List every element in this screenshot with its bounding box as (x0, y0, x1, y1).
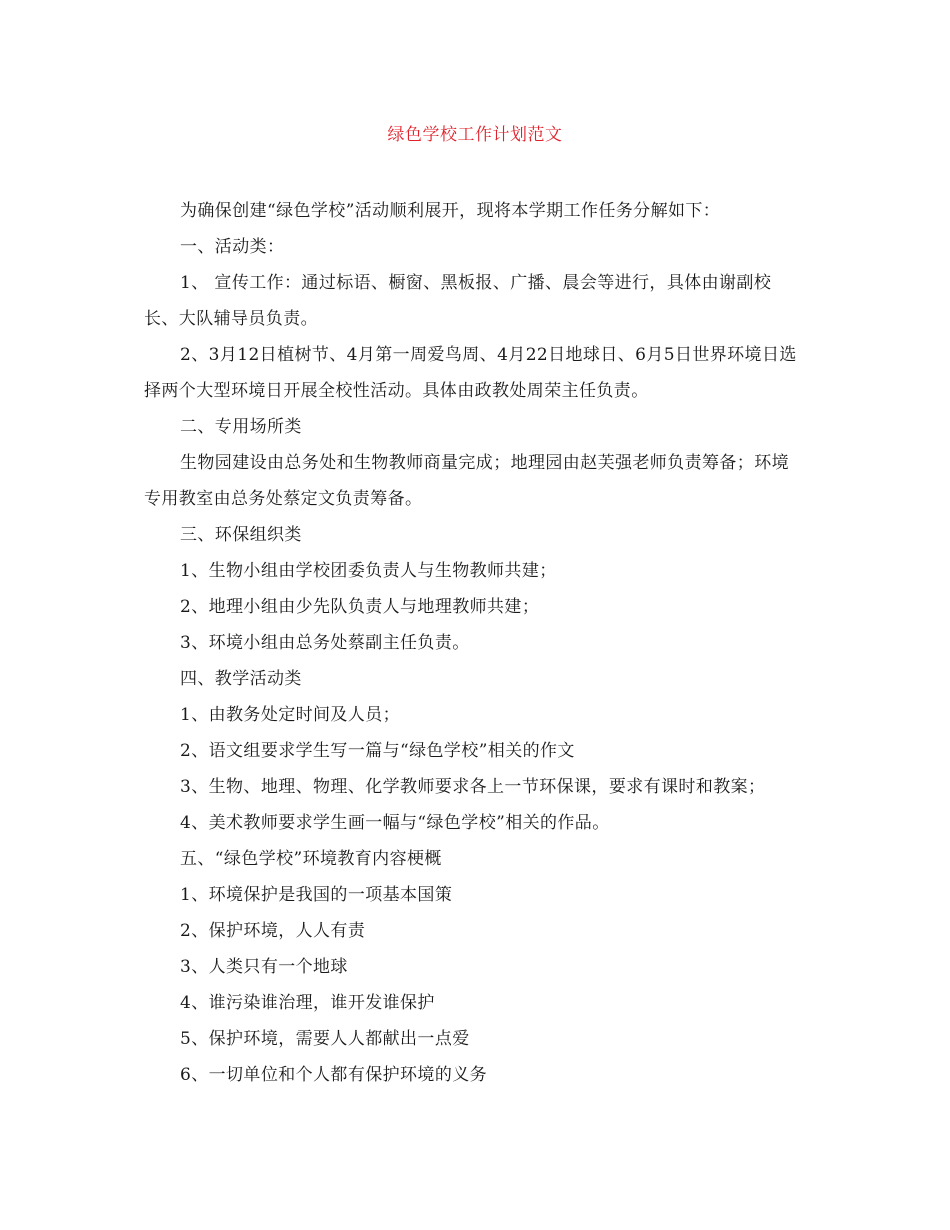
body-paragraph: 生物园建设由总务处和生物教师商量完成；地理园由赵芙强老师负责筹备；环境专用教室由总务处蔡定文负责筹备。 (144, 453, 789, 509)
section-heading-venues: 二、专用场所类 (180, 417, 302, 437)
list-item: 2、语文组要求学生写一篇与“绿色学校”相关的作文 (180, 741, 575, 761)
list-item: 1、由教务处定时间及人员； (180, 705, 401, 725)
section-heading-teaching: 四、教学活动类 (180, 669, 302, 689)
list-item: 1、环境保护是我国的一项基本国策 (180, 885, 453, 905)
intro-paragraph: 为确保创建“绿色学校”活动顺利展开，现将本学期工作任务分解如下： (180, 201, 721, 221)
list-item: 5、保护环境，需要人人都献出一点爱 (180, 1029, 470, 1049)
list-item: 1、生物小组由学校团委负责人与生物教师共建； (180, 561, 557, 581)
list-item: 1、 宣传工作：通过标语、橱窗、黑板报、广播、晨会等进行，具体由谢副校长、大队辅导员负责。 (144, 273, 772, 329)
list-item: 2、保护环境，人人有责 (180, 921, 366, 941)
list-item: 3、环境小组由总务处蔡副主任负责。 (180, 633, 470, 653)
section-heading-education-outline: 五、“绿色学校”环境教育内容梗概 (180, 849, 442, 869)
list-item: 2、地理小组由少先队负责人与地理教师共建； (180, 597, 540, 617)
list-item: 3、人类只有一个地球 (180, 957, 348, 977)
section-heading-organizations: 三、环保组织类 (180, 525, 302, 545)
document-body (144, 193, 804, 1093)
list-item: 3、生物、地理、物理、化学教师要求各上一节环保课，要求有课时和教案； (180, 777, 766, 797)
list-item: 2、3月12日植树节、4月第一周爱鸟周、4月22日地球日、6月5日世界环境日选择两个大型环境日开展全校性活动。具体由政教处周荣主任负责。 (144, 345, 797, 401)
list-item: 6、一切单位和个人都有保护环境的义务 (180, 1065, 488, 1085)
section-heading-activities: 一、活动类： (180, 237, 285, 257)
list-item: 4、谁污染谁治理，谁开发谁保护 (180, 993, 435, 1013)
document-title: 绿色学校工作计划范文 (387, 125, 563, 145)
list-item: 4、美术教师要求学生画一幅与“绿色学校”相关的作品。 (180, 813, 610, 833)
